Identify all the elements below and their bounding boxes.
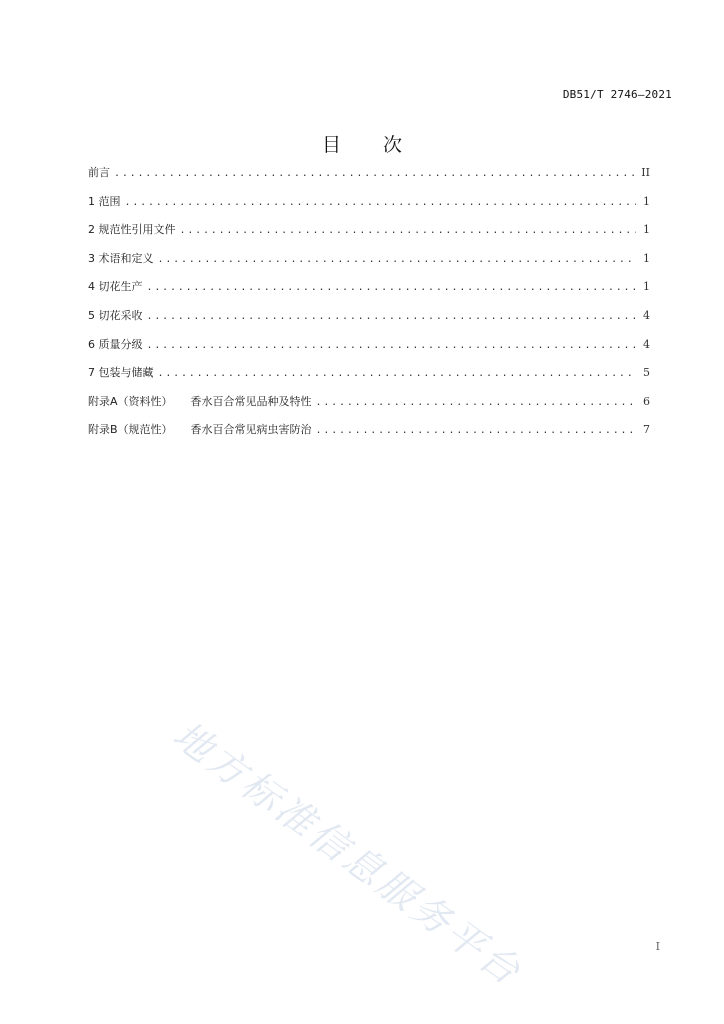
toc-entry-label: 前言	[88, 166, 110, 179]
toc-entry-label: 附录A（资料性）	[88, 394, 173, 408]
toc-entry-page: 5	[643, 366, 650, 380]
toc-entry-page: 1	[643, 223, 650, 237]
toc-entry-page: 4	[643, 308, 650, 322]
toc-dot-leader	[114, 168, 635, 179]
toc-entry-quality-grading[interactable]	[88, 336, 650, 365]
toc-entry-page: 1	[643, 194, 650, 208]
toc-entry-label: 1 范围	[88, 194, 121, 208]
toc-entry-label: 6 质量分级	[88, 337, 143, 351]
toc-dot-leader	[147, 340, 637, 351]
toc-entry-label: 7 包装与储藏	[88, 366, 154, 380]
toc-entry-label: 4 切花生产	[88, 280, 143, 294]
toc-entry-cut-flower-harvest[interactable]	[88, 307, 650, 336]
toc-dot-leader	[316, 397, 636, 408]
toc-entry-label: 附录B（规范性）	[88, 423, 173, 437]
toc-entry-packaging-storage[interactable]	[88, 364, 650, 393]
toc-entry-scope[interactable]	[88, 193, 650, 222]
toc-entry-subtitle: 香水百合常见品种及特性	[190, 394, 312, 408]
toc-entry-page: 6	[643, 394, 650, 408]
toc-dot-leader	[180, 225, 637, 236]
toc-entry-appendix-a[interactable]	[88, 393, 650, 422]
toc-dot-leader	[147, 282, 637, 293]
toc-entry-foreword[interactable]	[88, 164, 650, 193]
toc-entry-label: 5 切花采收	[88, 308, 143, 322]
toc-entry-terms-definitions[interactable]	[88, 250, 650, 279]
toc-entry-normative-references[interactable]	[88, 221, 650, 250]
toc-entry-cut-flower-production[interactable]	[88, 278, 650, 307]
toc-entry-page: 7	[643, 423, 650, 437]
toc-dot-leader	[158, 368, 637, 379]
toc-dot-leader	[158, 254, 637, 265]
toc-title: 目 次	[321, 134, 421, 156]
toc-entry-subtitle: 香水百合常见病虫害防治	[190, 423, 312, 437]
toc-entry-page: 4	[643, 337, 650, 351]
toc-entry-page: 1	[643, 280, 650, 294]
toc-dot-leader	[125, 197, 637, 208]
toc-entry-page: 1	[643, 251, 650, 265]
toc-entry-label: 2 规范性引用文件	[88, 223, 176, 237]
watermark: 地方标准信息服务平台	[165, 712, 531, 996]
toc-entry-page: II	[641, 166, 650, 179]
toc-entry-label: 3 术语和定义	[88, 251, 154, 265]
toc-dot-leader	[316, 425, 636, 436]
toc-entry-appendix-b[interactable]	[88, 421, 650, 450]
page-number: I	[655, 940, 660, 953]
toc-list	[88, 164, 650, 450]
document-code: DB51/T 2746—2021	[562, 88, 672, 101]
toc-dot-leader	[147, 311, 637, 322]
